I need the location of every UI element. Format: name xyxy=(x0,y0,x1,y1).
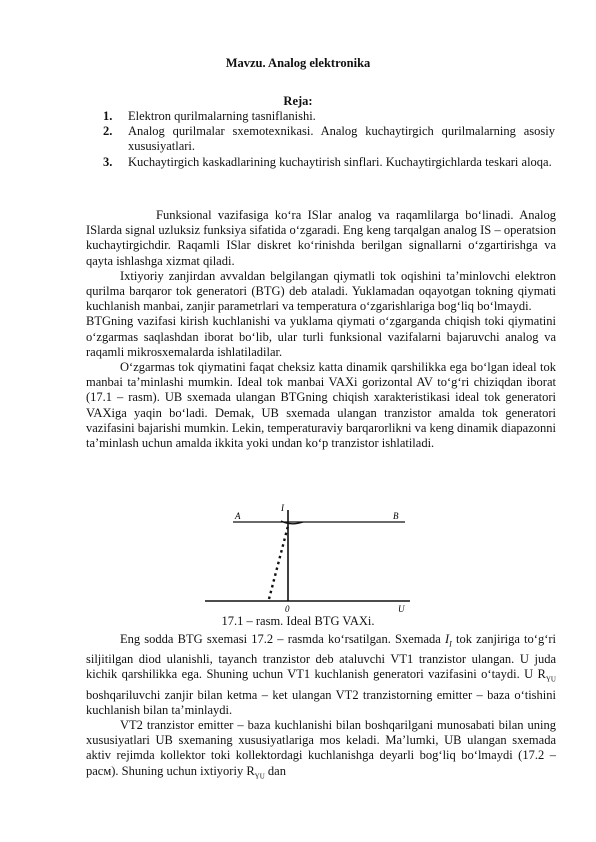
paragraph: Ixtiyoriy zanjirdan avvaldan belgilangan qiymatli tok oqishini ta’minlovchi elektron qurilma barqaror tok generatori (BTG) deb ataladi. Yuklamadan oqayotgan tokning qiymati kuchlanish manbai, zanjir parametrlari va temperatura o‘zgarishlariga bog‘liq bo‘lmaydi. xyxy=(86,268,556,314)
label-origin: 0 xyxy=(285,604,290,614)
plan-item-number: 2. xyxy=(103,124,113,139)
plan-item xyxy=(103,155,555,170)
label-b: B xyxy=(393,511,399,521)
text-run: tok zanjiriga to‘g‘ri siljitilgan diod ulanishli, tayanch tranzistor deb ataluvchi VT1 tranzistor ulangan. U juda kichik qarshilikka ega. Shuning uchun VT1 kuchlanish generatori vazifasini o‘taydi. U R xyxy=(86,632,556,681)
figure-ideal-btg-vax xyxy=(205,500,415,615)
page-title: Mavzu. Analog elektronika xyxy=(225,56,371,70)
plan-item-number: 1. xyxy=(103,109,113,123)
text-run: Eng sodda BTG sxemasi 17.2 – rasmda ko‘rsatilgan. Sxemada xyxy=(120,632,445,646)
text-run: boshqariluvchi zanjir bilan ketma – ket ulangan VT2 tranzistorning emitter – baza o‘tishini kuchlanish bilan ta’minlaydi. xyxy=(86,687,556,717)
plan-item-text: Elektron qurilmalarning tasniflanishi. xyxy=(128,109,316,123)
paragraph: O‘zgarmas tok qiymatini faqat cheksiz katta dinamik qarshilikka ega bo‘lgan ideal tok manbai ta’minlashi mumkin. Ideal tok manbai VAXi gorizontal AV to‘g‘ri chiziqdan iborat (17.1 – rasm). UB sxemada ulangan BTGning chiqish xarakteristikasi ideal tok generatori VAXiga yaqin bo‘ladi. Demak, UB sxemada ulangan tranzistor amalda tok generatori vazifasini bajarishi mumkin. Lekin, temperaturaviy barqarorlikni va keng dinamik diapazonni ta’minlash uchun amalda ikkita yoki undan ko‘p tranzistor ishlatiladi. xyxy=(86,360,556,451)
plan-heading: Reja: xyxy=(283,94,313,108)
body-text-bottom xyxy=(86,632,556,784)
dotted-characteristic xyxy=(269,526,288,599)
text-run: dan xyxy=(264,763,286,778)
resistor-subscript: YU xyxy=(254,772,265,781)
vax-diagram xyxy=(205,500,415,615)
paragraph xyxy=(86,632,556,718)
paragraph xyxy=(86,718,556,784)
label-u: U xyxy=(398,604,405,614)
body-text-top xyxy=(86,208,556,451)
plan-item xyxy=(103,124,555,154)
current-subscript: I xyxy=(449,639,452,649)
text-run: VT2 tranzistor emitter – baza kuchlanishi bilan boshqarilgani munosabati bilan uning xususiyatlari UB sxemaning xususiyatlariga mos keladi. Ma’lumki, UB ulangan sxemada aktiv rejimda kollektor toki kollektordagi kuchlanishga deyarli bog‘liq bo‘lmaydi (17.2 – расм). Shuning uchun ixtiyoriy R xyxy=(86,718,556,778)
figure-caption: 17.1 – rasm. Ideal BTG VAXi. xyxy=(221,614,375,628)
resistor-subscript: YU xyxy=(545,675,556,684)
plan-list xyxy=(103,109,555,170)
label-a: A xyxy=(235,511,241,521)
label-i: I xyxy=(281,503,284,513)
plan-item-text: Analog qurilmalar sxemotexnikasi. Analog kuchaytirgich qurilmalarning asosiy xususiyatlari. xyxy=(128,124,555,154)
plan-item-text: Kuchaytirgich kaskadlarining kuchaytirish sinflari. Kuchaytirgichlarda teskari aloqa. xyxy=(128,154,552,169)
plan-item xyxy=(103,109,555,124)
paragraph: Funksional vazifasiga ko‘ra ISlar analog va raqamlilarga bo‘linadi. Analog ISlarda signal uzluksiz funksiya sifatida o‘zgaradi. Eng keng tarqalgan analog IS – operatsion kuchaytirgichdir. Raqamli ISlar diskret ko‘rinishda berilgan signallarni o‘zgartirishga va qayta ishlashga xizmat qiladi. xyxy=(86,208,556,268)
current-symbol: I xyxy=(445,632,450,646)
plan-item-number: 3. xyxy=(103,154,113,169)
paragraph: BTGning vazifasi kirish kuchlanishi va yuklama qiymati o‘zgarganda chiqish toki qiymatini o‘zgarmas saqlashdan iborat bo‘lib, ular turli funksional vazifalarni bajaruvchi analog va raqamli mikrosxemalarda ishlatiladilar. xyxy=(86,314,556,359)
